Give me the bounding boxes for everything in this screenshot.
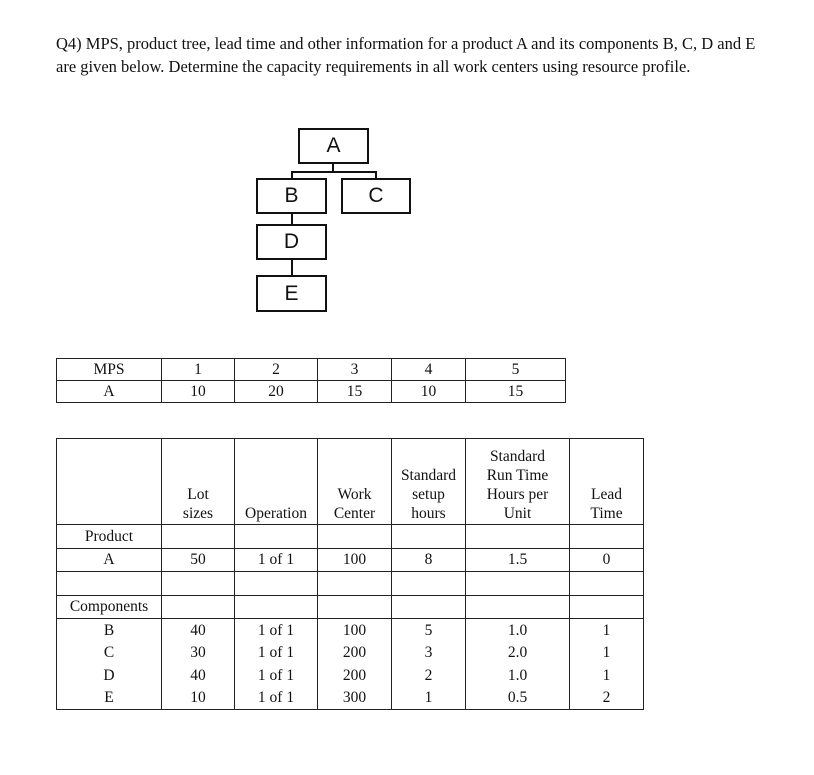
header-setup-hours: Standard setup hours <box>392 439 466 525</box>
cell-run: 1.5 <box>466 548 570 572</box>
header-run-time: Standard Run Time Hours per Unit <box>466 439 570 525</box>
mps-header-cell: MPS <box>57 359 162 381</box>
cell-operation: 1 of 1 <box>235 642 318 665</box>
cell-operation: 1 of 1 <box>235 687 318 710</box>
mps-header-cell: 3 <box>318 359 392 381</box>
header-operation: Operation <box>235 439 318 525</box>
cell-lot: 50 <box>162 548 235 572</box>
mps-cell: 15 <box>466 381 566 403</box>
cell-item: E <box>57 687 162 710</box>
table-row <box>57 548 644 572</box>
cell-item: C <box>57 642 162 665</box>
mps-table <box>56 358 566 403</box>
cell-lot: 30 <box>162 642 235 665</box>
product-label-row <box>57 525 644 549</box>
info-table <box>56 438 644 710</box>
cell-setup: 5 <box>392 619 466 642</box>
cell-lead: 0 <box>570 548 644 572</box>
table-row <box>57 664 644 687</box>
cell-lead: 1 <box>570 664 644 687</box>
cell-run: 1.0 <box>466 619 570 642</box>
cell-run: 1.0 <box>466 664 570 687</box>
mps-cell: 10 <box>162 381 235 403</box>
cell-work-center: 100 <box>318 548 392 572</box>
cell-work-center: 200 <box>318 642 392 665</box>
cell-run: 2.0 <box>466 642 570 665</box>
mps-header-cell: 4 <box>392 359 466 381</box>
header-lot-sizes: Lot sizes <box>162 439 235 525</box>
cell-setup: 2 <box>392 664 466 687</box>
header-work-center: Work Center <box>318 439 392 525</box>
cell-setup: 3 <box>392 642 466 665</box>
tree-node-a: A <box>298 128 369 164</box>
cell-work-center: 300 <box>318 687 392 710</box>
cell-operation: 1 of 1 <box>235 619 318 642</box>
cell-work-center: 100 <box>318 619 392 642</box>
components-label-row <box>57 595 644 619</box>
cell-operation: 1 of 1 <box>235 664 318 687</box>
cell-operation: 1 of 1 <box>235 548 318 572</box>
cell-run: 0.5 <box>466 687 570 710</box>
product-tree <box>0 0 814 330</box>
cell-lot: 40 <box>162 664 235 687</box>
cell-lot: 40 <box>162 619 235 642</box>
mps-data-row <box>57 381 566 403</box>
tree-node-e: E <box>256 275 327 312</box>
table-row <box>57 687 644 710</box>
table-row <box>57 619 644 642</box>
tree-connector <box>291 260 293 276</box>
mps-cell: 15 <box>318 381 392 403</box>
tree-node-d: D <box>256 224 327 260</box>
cell-setup: 1 <box>392 687 466 710</box>
mps-header-cell: 5 <box>466 359 566 381</box>
cell-lead: 1 <box>570 619 644 642</box>
cell-work-center: 200 <box>318 664 392 687</box>
tree-connector <box>291 171 377 173</box>
table-row <box>57 642 644 665</box>
cell-item: B <box>57 619 162 642</box>
product-label: Product <box>57 525 162 549</box>
cell-item: D <box>57 664 162 687</box>
cell-setup: 8 <box>392 548 466 572</box>
cell-lead: 1 <box>570 642 644 665</box>
info-header-row <box>57 439 644 525</box>
tree-node-c: C <box>341 178 411 214</box>
spacer-row <box>57 572 644 596</box>
cell-lead: 2 <box>570 687 644 710</box>
tree-node-b: B <box>256 178 327 214</box>
mps-cell: 20 <box>235 381 318 403</box>
mps-header-row <box>57 359 566 381</box>
cell-item: A <box>57 548 162 572</box>
header-blank <box>57 439 162 525</box>
question-text: Q4) MPS, product tree, lead time and other information for a product A and its components B, C, D and E are given below. Determine the capacity requirements in all work centers using resource profile. <box>56 34 756 76</box>
mps-header-cell: 2 <box>235 359 318 381</box>
header-lead-time: Lead Time <box>570 439 644 525</box>
mps-cell: A <box>57 381 162 403</box>
mps-cell: 10 <box>392 381 466 403</box>
cell-lot: 10 <box>162 687 235 710</box>
mps-header-cell: 1 <box>162 359 235 381</box>
components-label: Components <box>57 595 162 619</box>
